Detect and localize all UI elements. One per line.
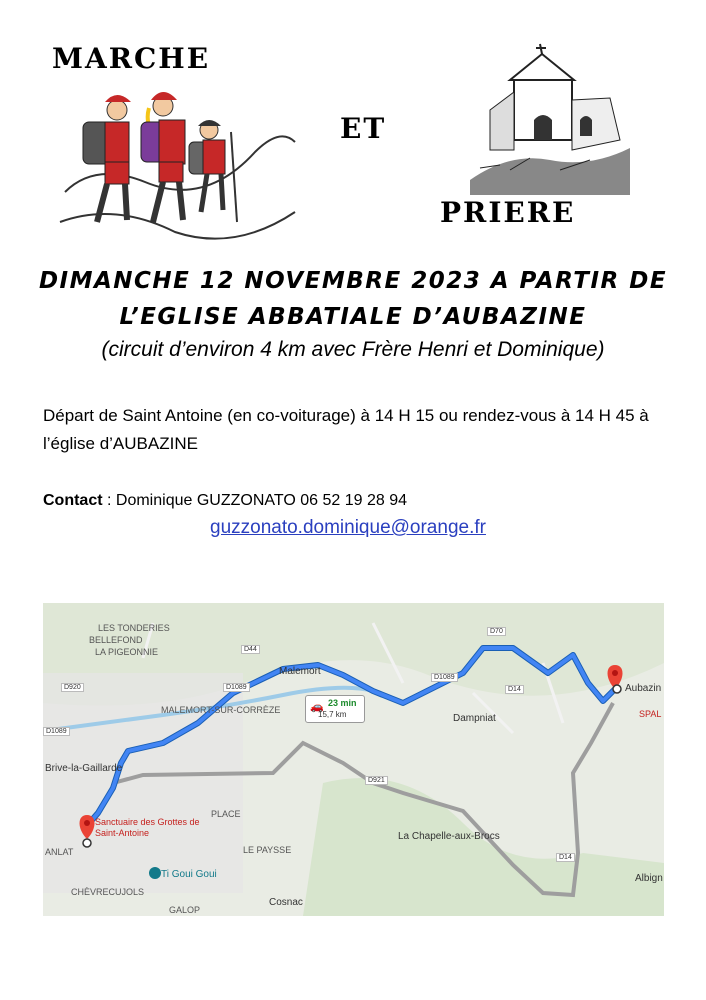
place-aubazine: Aubazin [625, 683, 662, 694]
road-d44: D44 [241, 645, 260, 654]
contact-value: : Dominique GUZZONATO 06 52 19 28 94 [102, 492, 407, 509]
place-dampniat: Dampniat [453, 713, 496, 724]
church-illustration [470, 40, 630, 195]
road-d1089-b: D1089 [43, 727, 70, 736]
contact-line [43, 492, 407, 510]
place-albigna: Albign [635, 873, 663, 884]
road-d921: D921 [365, 776, 388, 785]
road-d70: D70 [487, 627, 506, 636]
route-time: 23 min [328, 698, 357, 708]
road-d1089-c: D1089 [431, 673, 458, 682]
departure-text: Départ de Saint Antoine (en co-voiturage) à 14 H 15 ou rendez-vous à 14 H 45 à l’église d’AUBAZINE [43, 406, 649, 453]
title-marche: MARCHE [52, 42, 211, 75]
route-distance: 15,7 km [318, 710, 347, 719]
title-et: ET [340, 112, 387, 145]
place-bellefond: BELLEFOND [89, 635, 143, 645]
title-priere: PRIERE [440, 196, 576, 229]
place-place: PLACE [211, 809, 241, 819]
place-tonderies: LES TONDERIES [98, 623, 170, 633]
road-d14-b: D14 [556, 853, 575, 862]
road-d1089-a: D1089 [223, 683, 250, 692]
place-cosnac: Cosnac [269, 897, 303, 908]
road-d920: D920 [61, 683, 84, 692]
place-brive: Brive-la-Gaillarde [45, 763, 123, 774]
car-icon: 🚗 [310, 701, 324, 713]
poi-ti-goui-goui: Ti Goui Goui [161, 869, 217, 880]
headline-date: DIMANCHE 12 NOVEMBRE 2023 A PARTIR DE [38, 268, 668, 294]
place-spal: SPAL [639, 709, 662, 719]
place-malemort-correze: MALEMORT-SUR-CORRÈZE [161, 705, 281, 715]
email-link[interactable]: guzzonato.dominique@orange.fr [210, 517, 486, 538]
place-paysse: LE PAYSSE [243, 845, 292, 855]
place-chapelle: La Chapelle-aux-Brocs [398, 831, 500, 842]
route-info-badge[interactable] [305, 695, 365, 723]
start-place-label: Sanctuaire des Grottes de Saint-Antoine [95, 817, 200, 838]
route-map[interactable] [43, 603, 664, 916]
place-malemort: Malemort [279, 666, 321, 677]
place-pigeonnie: LA PIGEONNIE [95, 647, 159, 657]
headline-place: L’EGLISE ABBATIALE D’AUBAZINE [119, 304, 587, 330]
place-galop: GALOP [169, 905, 201, 915]
road-d14-a: D14 [505, 685, 524, 694]
place-anlat: ANLAT [45, 847, 74, 857]
hikers-illustration [55, 82, 300, 252]
place-chevrecujols: CHÈVRECUJOLS [71, 887, 145, 897]
contact-label: Contact [43, 492, 103, 509]
headline-subtitle: (circuit d’environ 4 km avec Frère Henri et Dominique) [101, 338, 605, 361]
